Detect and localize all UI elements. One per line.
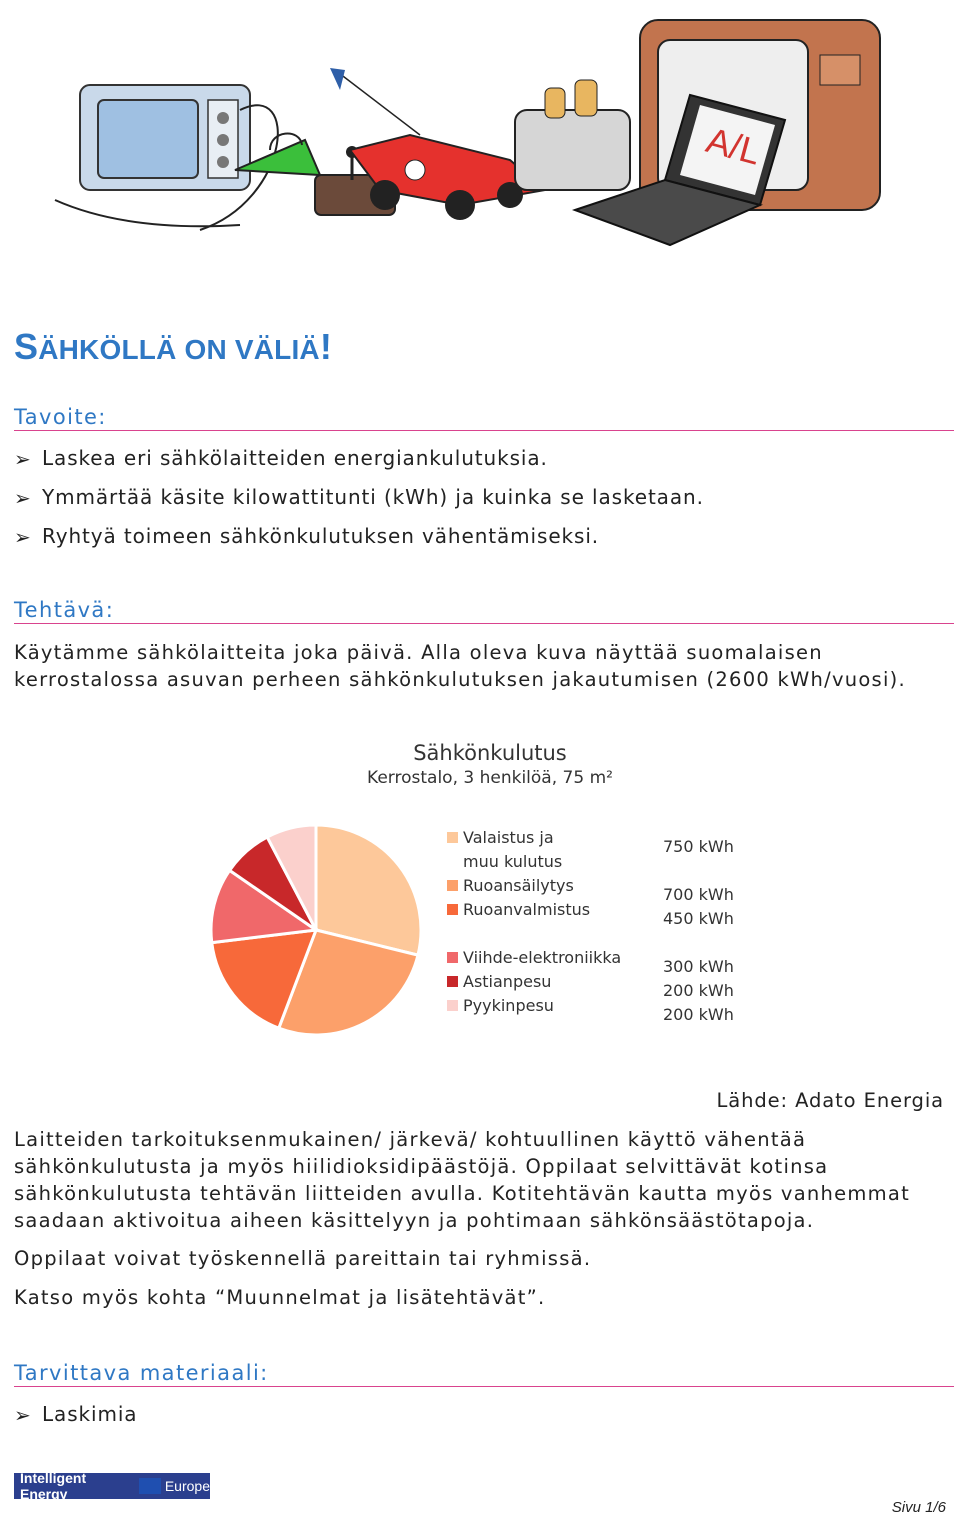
legend-label: Ruoanvalmistus	[463, 900, 591, 919]
materials-heading: Tarvittava materiaali:	[14, 1361, 954, 1387]
arrow-bullet-icon: ➢	[14, 1403, 32, 1427]
arrow-bullet-icon: ➢	[14, 447, 32, 471]
legend-label: Viihde-elektroniikka	[463, 948, 622, 967]
goals-heading: Tavoite:	[14, 405, 954, 431]
legend-label: Valaistus ja	[463, 828, 554, 847]
legend-value: 200 kWh	[663, 981, 734, 1000]
toaster-icon	[515, 80, 630, 190]
legend-label: Ruoansäilytys	[463, 876, 574, 895]
intelligent-energy-europe-logo: Intelligent Energy Europe	[14, 1473, 210, 1499]
task-see-also: Katso myös kohta “Muunnelmat ja lisätehtävät”.	[14, 1286, 546, 1309]
arrow-bullet-icon: ➢	[14, 525, 32, 549]
task-heading: Tehtävä:	[14, 598, 954, 624]
legend-swatch	[447, 832, 458, 843]
page-title: SÄHKÖLLÄ ON VÄLIÄ!	[14, 326, 333, 367]
legend-swatch	[447, 1000, 458, 1011]
task-intro: Käytämme sähkölaitteita joka päivä. Alla oleva kuva näyttää suomalaisen kerrostalossa asuvan perheen sähkönkulutuksen jakautumisen (2600 kWh/vuosi).	[14, 641, 906, 691]
legend-value: 450 kWh	[663, 909, 734, 928]
task-body: Laitteiden tarkoituksenmukainen/ järkevä/ kohtuullinen käyttö vähentää sähkönkulutusta ja myös hiilidioksidipäästöjä. Oppilaat selvittävät kotinsa sähkönkulutusta tehtävän liitteiden avulla. Kotitehtävän kautta myös vanhemmat saadaan aktivoitua aiheen käsittelyyn ja pohtimaan sähkönsäästötapoja.	[14, 1128, 910, 1232]
chart-subtitle: Kerrostalo, 3 henkilöä, 75 m²	[367, 768, 613, 788]
chart-title: Sähkönkulutus	[413, 741, 567, 765]
legend-value: 300 kWh	[663, 957, 734, 976]
appliances-illustration	[40, 0, 920, 270]
microwave-icon	[80, 85, 278, 230]
goals-list	[14, 446, 704, 563]
list-item: ➢ Laskea eri sähkölaitteiden energiankulutuksia.	[14, 446, 548, 471]
page-number: Sivu 1/6	[891, 1499, 946, 1516]
materials-list	[14, 1402, 137, 1441]
list-item: ➢ Ryhtyä toimeen sähkönkulutuksen vähentämiseksi.	[14, 524, 600, 549]
legend-value: 700 kWh	[663, 885, 734, 904]
legend-swatch	[447, 952, 458, 963]
chart-source: Lähde: Adato Energia	[716, 1089, 944, 1112]
list-item: ➢ Laskimia	[14, 1402, 138, 1427]
legend-label: Pyykinpesu	[463, 996, 554, 1015]
eu-flag-icon	[139, 1478, 161, 1494]
consumption-pie-chart	[200, 725, 780, 1045]
legend-swatch	[447, 880, 458, 891]
legend-label: Astianpesu	[463, 972, 552, 991]
legend-value: 200 kWh	[663, 1005, 734, 1024]
arrow-bullet-icon: ➢	[14, 486, 32, 510]
list-item: ➢ Ymmärtää käsite kilowattitunti (kWh) ja kuinka se lasketaan.	[14, 485, 704, 510]
svg-text:A/L: A/L	[702, 119, 765, 173]
legend-swatch	[447, 976, 458, 987]
legend-label: muu kulutus	[463, 852, 563, 871]
legend-value: 750 kWh	[663, 837, 734, 856]
task-pairs-note: Oppilaat voivat työskennellä pareittain tai ryhmissä.	[14, 1247, 592, 1270]
legend-swatch	[447, 904, 458, 915]
